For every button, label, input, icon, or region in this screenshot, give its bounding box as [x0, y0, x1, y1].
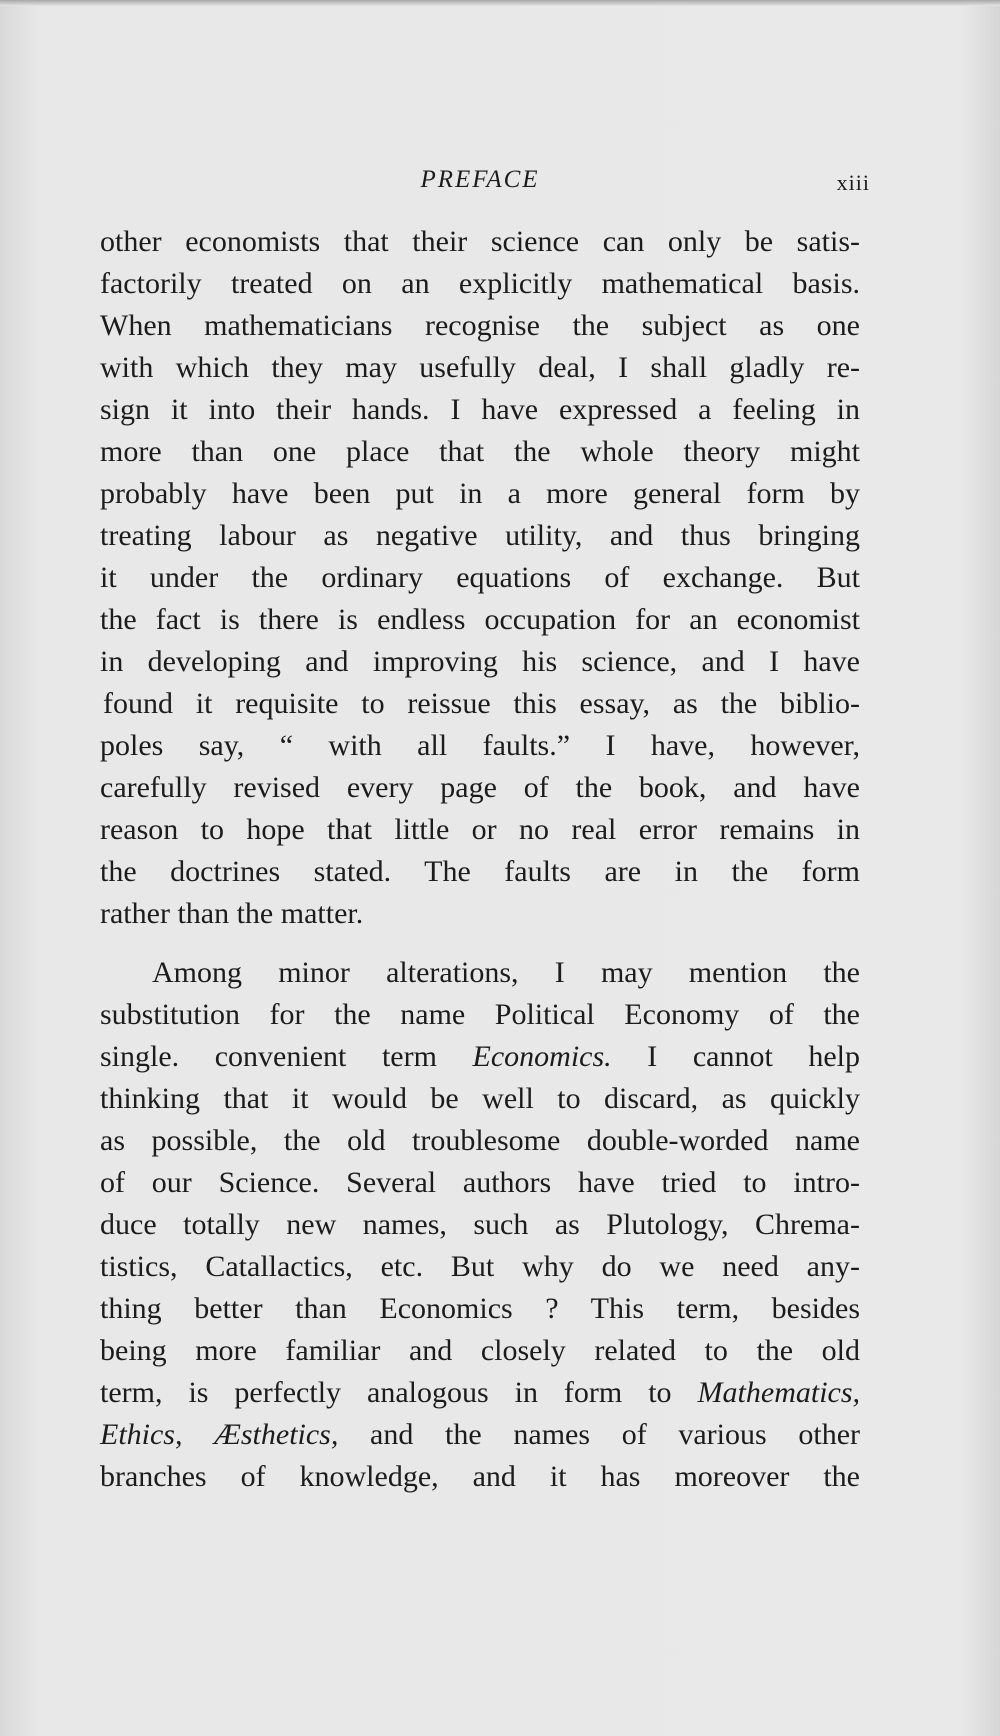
running-title: PREFACE [420, 166, 540, 193]
page-number: xiii [836, 170, 870, 195]
text-line: substitution for the name Political Economy of the [100, 998, 860, 1031]
text-line: branches of knowledge, and it has moreover the [100, 1460, 860, 1493]
text-span: term, is perfectly analogous in form to [100, 1376, 672, 1409]
page-top-edge [0, 0, 1000, 6]
text-line: the fact is there is endless occupation for an economist [100, 603, 860, 636]
text-line: found it requisite to reissue this essay, as the biblio- [103, 687, 860, 720]
text-line: more than one place that the whole theory might [100, 435, 860, 468]
italic-term: Mathematics, [697, 1376, 861, 1409]
text-line: tistics, Catallactics, etc. But why do we need any- [100, 1250, 860, 1283]
text-line: rather than the matter. [100, 897, 364, 930]
italic-term: Æsthetics, [214, 1418, 339, 1451]
text-line: as possible, the old troublesome double-worded name [100, 1124, 860, 1157]
text-line: reason to hope that little or no real error remains in [100, 813, 860, 846]
text-line: treating labour as negative utility, and thus bringing [100, 519, 860, 552]
running-head [100, 160, 870, 200]
text-line: poles say, “ with all faults.” I have, however, [100, 729, 860, 762]
text-line: thing better than Economics ? This term, besides [100, 1292, 860, 1325]
text-span: and the names of various other [370, 1418, 861, 1451]
text-line: thinking that it would be well to discard, as quickly [100, 1082, 860, 1115]
text-line: duce totally new names, such as Plutology, Chrema- [100, 1208, 860, 1241]
text-line: it under the ordinary equations of exchange. But [100, 561, 860, 594]
text-line [100, 1415, 860, 1457]
text-line: factorily treated on an explicitly mathematical basis. [100, 267, 860, 300]
italic-term: Economics. [472, 1040, 612, 1073]
text-line: sign it into their hands. I have expressed a feeling in [100, 393, 860, 426]
text-span: single. convenient term [100, 1040, 437, 1073]
italic-term: Ethics, [100, 1418, 183, 1451]
text-line: probably have been put in a more general form by [100, 477, 860, 510]
text-line: When mathematicians recognise the subject as one [100, 309, 860, 342]
text-line [100, 1037, 860, 1079]
text-span: I cannot help [647, 1040, 861, 1073]
text-line: carefully revised every page of the book, and have [100, 771, 860, 804]
text-line: the doctrines stated. The faults are in the form [100, 855, 860, 888]
text-line: Among minor alterations, I may mention the [152, 956, 860, 989]
text-line: with which they may usefully deal, I shall gladly re- [100, 351, 860, 384]
text-line [100, 1373, 860, 1415]
text-line: other economists that their science can only be satis- [100, 225, 860, 258]
text-line: being more familiar and closely related to the old [100, 1334, 860, 1367]
text-line: of our Science. Several authors have tried to intro- [100, 1166, 860, 1199]
text-line: in developing and improving his science, and I have [100, 645, 860, 678]
